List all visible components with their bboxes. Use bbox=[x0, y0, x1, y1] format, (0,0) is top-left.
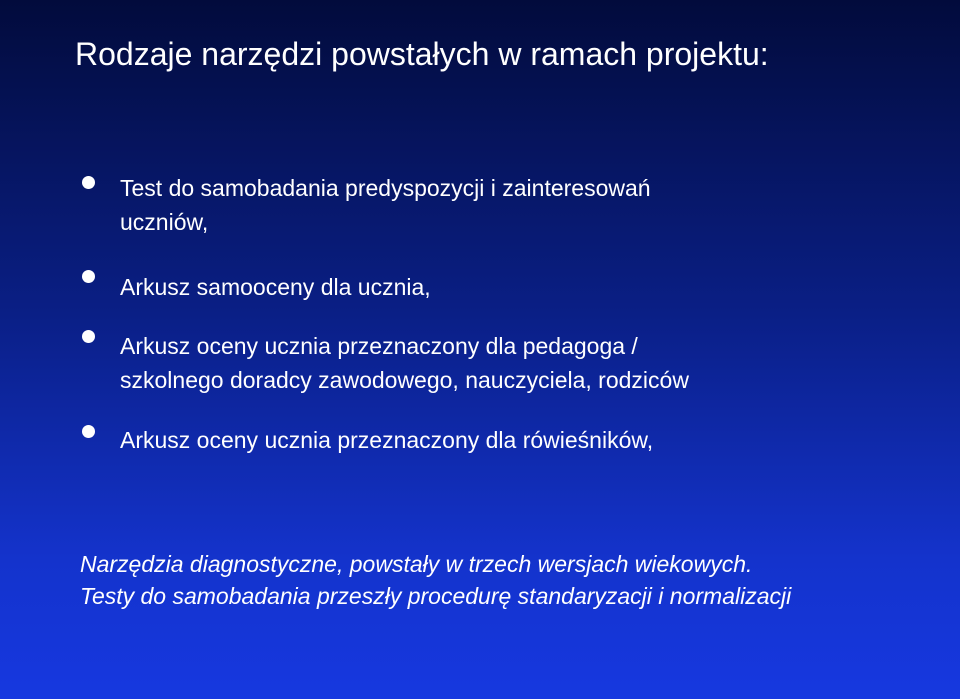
note-line: Testy do samobadania przeszły procedurę standaryzacji i normalizacji bbox=[80, 583, 792, 609]
bullet-text bbox=[120, 423, 880, 457]
bullet-line: Arkusz samooceny dla ucznia, bbox=[120, 274, 431, 300]
bullet-line: Arkusz oceny ucznia przeznaczony dla rówieśników, bbox=[120, 427, 654, 453]
slide-title: Rodzaje narzędzi powstałych w ramach projektu: bbox=[75, 36, 769, 72]
bullet-line: uczniów, bbox=[120, 209, 209, 235]
bullet-line: szkolnego doradcy zawodowego, nauczyciela, rodziców bbox=[120, 367, 689, 393]
note-line: Narzędzia diagnostyczne, powstały w trzech wersjach wiekowych. bbox=[80, 551, 753, 577]
bullet-line: Test do samobadania predyspozycji i zainteresowań bbox=[120, 175, 651, 201]
bullet-text bbox=[120, 329, 880, 397]
bullet-dot-icon bbox=[82, 270, 95, 283]
bullet-text bbox=[120, 171, 880, 239]
bullet-dot-icon bbox=[82, 330, 95, 343]
bullet-text bbox=[120, 270, 880, 304]
bullet-dot-icon bbox=[82, 176, 95, 189]
bullet-dot-icon bbox=[82, 425, 95, 438]
bullet-line: Arkusz oceny ucznia przeznaczony dla pedagoga / bbox=[120, 333, 638, 359]
slide-notes bbox=[80, 548, 791, 612]
